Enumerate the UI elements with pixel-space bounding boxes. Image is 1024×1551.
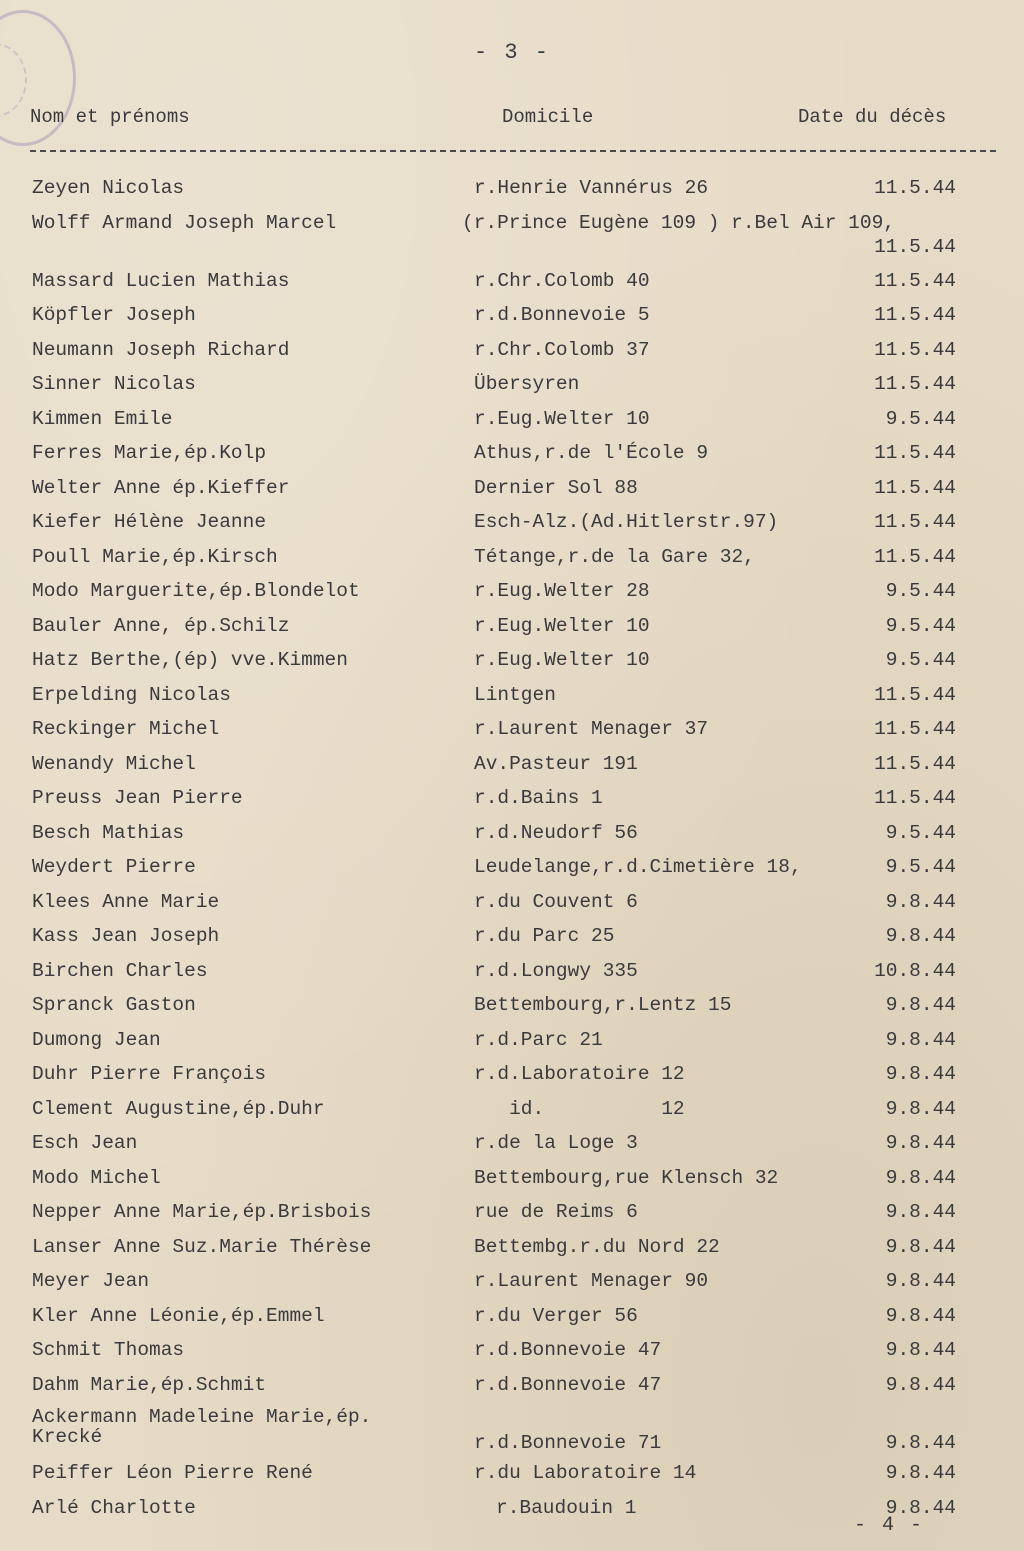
row-date: 9.8.44 bbox=[885, 1462, 956, 1484]
row-domicile: r.Eug.Welter 10 bbox=[474, 407, 650, 430]
row-name: Esch Jean bbox=[32, 1132, 138, 1154]
row-date: 9.5.44 bbox=[885, 614, 956, 637]
row-date: 11.5.44 bbox=[874, 683, 956, 706]
table-row bbox=[0, 338, 1024, 373]
row-domicile: r.d.Bonnevoie 47 bbox=[474, 1373, 662, 1396]
row-name: Besch Mathias bbox=[32, 821, 185, 844]
row-domicile: r.Chr.Colomb 40 bbox=[474, 269, 650, 292]
row-date: 9.8.44 bbox=[885, 1097, 956, 1120]
row-date: 11.5.44 bbox=[874, 511, 956, 533]
row-name: Kass Jean Joseph bbox=[32, 925, 220, 947]
row-name: Arlé Charlotte bbox=[32, 1496, 196, 1519]
row-name: Wenandy Michel bbox=[32, 752, 196, 775]
header-name: Nom et prénoms bbox=[30, 106, 190, 128]
row-name: Birchen Charles bbox=[32, 959, 208, 982]
row-name-line1: Ackermann Madeleine Marie,ép. bbox=[32, 1406, 372, 1428]
row-name: Poull Marie,ép.Kirsch bbox=[32, 545, 278, 568]
row-date: 9.8.44 bbox=[885, 1304, 956, 1327]
row-domicile: r.Chr.Colomb 37 bbox=[474, 338, 650, 361]
table-row bbox=[0, 1269, 1024, 1304]
table-row bbox=[0, 1200, 1024, 1235]
table-row bbox=[0, 211, 1024, 269]
row-date: 11.5.44 bbox=[874, 338, 956, 361]
row-domicile: r.Eug.Welter 10 bbox=[474, 614, 650, 637]
row-domicile: r.d.Bains 1 bbox=[474, 787, 603, 809]
table-row bbox=[0, 269, 1024, 304]
row-domicile: r.Eug.Welter 10 bbox=[474, 649, 650, 671]
row-domicile: Athus,r.de l'École 9 bbox=[474, 442, 709, 464]
row-name bbox=[32, 1407, 371, 1447]
table-row bbox=[0, 407, 1024, 442]
table-row bbox=[0, 1131, 1024, 1166]
row-name: Welter Anne ép.Kieffer bbox=[32, 476, 290, 499]
row-name: Dumong Jean bbox=[32, 1028, 161, 1051]
row-date: 11.5.44 bbox=[874, 718, 956, 740]
row-domicile: r.du Parc 25 bbox=[474, 925, 615, 947]
row-name: Kiefer Hélène Jeanne bbox=[32, 511, 267, 533]
table-row bbox=[0, 579, 1024, 614]
table-row bbox=[0, 1407, 1024, 1461]
table-header bbox=[30, 106, 984, 136]
table-row bbox=[0, 372, 1024, 407]
row-date: 9.8.44 bbox=[885, 1201, 956, 1223]
table-row bbox=[0, 1373, 1024, 1408]
row-name: Dahm Marie,ép.Schmit bbox=[32, 1373, 267, 1396]
row-date: 11.5.44 bbox=[874, 235, 956, 258]
row-name: Nepper Anne Marie,ép.Brisbois bbox=[32, 1201, 372, 1223]
table-row bbox=[0, 1028, 1024, 1063]
row-domicile: Esch-Alz.(Ad.Hitlerstr.97) bbox=[474, 511, 779, 533]
table-row bbox=[0, 683, 1024, 718]
table-row bbox=[0, 614, 1024, 649]
table-row bbox=[0, 855, 1024, 890]
table-row bbox=[0, 1304, 1024, 1339]
row-date: 11.5.44 bbox=[874, 177, 956, 199]
row-date: 11.5.44 bbox=[874, 442, 956, 464]
table-row bbox=[0, 545, 1024, 580]
row-name: Ferres Marie,ép.Kolp bbox=[32, 442, 267, 464]
row-name: Kler Anne Léonie,ép.Emmel bbox=[32, 1304, 325, 1327]
row-date: 9.5.44 bbox=[885, 856, 956, 878]
row-name: Hatz Berthe,(ép) vve.Kimmen bbox=[32, 649, 348, 671]
row-domicile: Bettembourg,rue Klensch 32 bbox=[474, 1166, 779, 1189]
row-date: 11.5.44 bbox=[874, 304, 956, 326]
row-name: Erpelding Nicolas bbox=[32, 683, 231, 706]
table-row bbox=[0, 1166, 1024, 1201]
row-domicile: Bettembg.r.du Nord 22 bbox=[474, 1235, 720, 1258]
table-row bbox=[0, 1235, 1024, 1270]
row-domicile: r.d.Laboratoire 12 bbox=[474, 1063, 685, 1085]
row-name-line2: Krecké bbox=[32, 1426, 103, 1448]
death-register-list bbox=[0, 176, 1024, 1530]
row-name: Zeyen Nicolas bbox=[32, 177, 185, 199]
row-domicile: Leudelange,r.d.Cimetière 18, bbox=[474, 856, 802, 878]
table-row bbox=[0, 648, 1024, 683]
header-domicile: Domicile bbox=[502, 106, 594, 128]
row-name: Meyer Jean bbox=[32, 1270, 150, 1292]
table-row bbox=[0, 786, 1024, 821]
table-row bbox=[0, 821, 1024, 856]
row-date: 11.5.44 bbox=[874, 373, 956, 395]
row-name: Sinner Nicolas bbox=[32, 373, 196, 395]
row-date: 11.5.44 bbox=[874, 752, 956, 775]
page-number: - 3 - bbox=[473, 40, 550, 65]
row-domicile: r.d.Neudorf 56 bbox=[474, 821, 638, 844]
row-domicile: Dernier Sol 88 bbox=[474, 476, 638, 499]
row-domicile: Übersyren bbox=[474, 373, 580, 395]
table-row bbox=[0, 924, 1024, 959]
row-date: 10.8.44 bbox=[874, 959, 956, 982]
table-row bbox=[0, 717, 1024, 752]
row-domicile: Bettembourg,r.Lentz 15 bbox=[474, 994, 732, 1016]
table-row bbox=[0, 959, 1024, 994]
row-name: Massard Lucien Mathias bbox=[32, 269, 290, 292]
row-domicile: r.d.Bonnevoie 5 bbox=[474, 304, 650, 326]
row-name: Spranck Gaston bbox=[32, 994, 196, 1016]
row-name: Clement Augustine,ép.Duhr bbox=[32, 1097, 325, 1120]
row-domicile: r.Eug.Welter 28 bbox=[474, 580, 650, 602]
row-name: Wolff Armand Joseph Marcel bbox=[32, 211, 337, 234]
row-date: 9.5.44 bbox=[885, 649, 956, 671]
row-domicile: (r.Prince Eugène 109 ) r.Bel Air 109, bbox=[462, 211, 895, 234]
row-domicile: r.d.Bonnevoie 71 bbox=[474, 1432, 662, 1454]
row-date: 11.5.44 bbox=[874, 476, 956, 499]
row-domicile: rue de Reims 6 bbox=[474, 1201, 638, 1223]
row-domicile: r.du Verger 56 bbox=[474, 1304, 638, 1327]
row-domicile: Lintgen bbox=[474, 683, 556, 706]
row-date: 11.5.44 bbox=[874, 787, 956, 809]
row-date: 9.8.44 bbox=[885, 1496, 956, 1519]
header-rule bbox=[30, 150, 996, 152]
row-date: 11.5.44 bbox=[874, 269, 956, 292]
row-date: 9.8.44 bbox=[885, 925, 956, 947]
row-name: Preuss Jean Pierre bbox=[32, 787, 243, 809]
row-name: Köpfler Joseph bbox=[32, 304, 196, 326]
row-domicile: r.Laurent Menager 37 bbox=[474, 718, 709, 740]
row-name: Bauler Anne, ép.Schilz bbox=[32, 614, 290, 637]
row-date: 9.5.44 bbox=[885, 407, 956, 430]
row-domicile: r.du Couvent 6 bbox=[474, 890, 638, 913]
table-row bbox=[0, 1062, 1024, 1097]
row-domicile: r.du Laboratoire 14 bbox=[474, 1462, 697, 1484]
row-name: Lanser Anne Suz.Marie Thérèse bbox=[32, 1235, 372, 1258]
row-name: Kimmen Emile bbox=[32, 407, 173, 430]
next-page-number: - 4 - bbox=[853, 1514, 924, 1537]
table-row bbox=[0, 303, 1024, 338]
row-domicile: Av.Pasteur 191 bbox=[474, 752, 638, 775]
row-date: 9.8.44 bbox=[885, 1166, 956, 1189]
table-row bbox=[0, 441, 1024, 476]
row-name: Reckinger Michel bbox=[32, 718, 220, 740]
row-date: 9.5.44 bbox=[885, 821, 956, 844]
row-date: 11.5.44 bbox=[874, 545, 956, 568]
row-date: 9.5.44 bbox=[885, 580, 956, 602]
row-name: Modo Marguerite,ép.Blondelot bbox=[32, 580, 360, 602]
row-domicile: r.d.Longwy 335 bbox=[474, 959, 638, 982]
table-row bbox=[0, 176, 1024, 211]
row-name: Duhr Pierre François bbox=[32, 1063, 267, 1085]
row-date: 9.8.44 bbox=[885, 1132, 956, 1154]
row-date: 9.8.44 bbox=[885, 890, 956, 913]
row-name: Modo Michel bbox=[32, 1166, 161, 1189]
table-row bbox=[0, 890, 1024, 925]
row-domicile: r.de la Loge 3 bbox=[474, 1132, 638, 1154]
row-name: Schmit Thomas bbox=[32, 1339, 185, 1361]
row-domicile: r.Henrie Vannérus 26 bbox=[474, 177, 709, 199]
row-name: Neumann Joseph Richard bbox=[32, 338, 290, 361]
row-domicile: id. 12 bbox=[474, 1097, 685, 1120]
row-name: Weydert Pierre bbox=[32, 856, 196, 878]
row-date: 9.8.44 bbox=[885, 1432, 956, 1454]
row-date: 9.8.44 bbox=[885, 1063, 956, 1085]
table-row bbox=[0, 1338, 1024, 1373]
row-date: 9.8.44 bbox=[885, 1373, 956, 1396]
row-name: Peiffer Léon Pierre René bbox=[32, 1462, 313, 1484]
row-date: 9.8.44 bbox=[885, 1028, 956, 1051]
row-domicile: r.d.Bonnevoie 47 bbox=[474, 1339, 662, 1361]
row-date: 9.8.44 bbox=[885, 994, 956, 1016]
table-row bbox=[0, 1097, 1024, 1132]
row-date: 9.8.44 bbox=[885, 1235, 956, 1258]
row-domicile: r.d.Parc 21 bbox=[474, 1028, 603, 1051]
header-date: Date du décès bbox=[798, 106, 947, 128]
row-name: Klees Anne Marie bbox=[32, 890, 220, 913]
table-row bbox=[0, 476, 1024, 511]
table-row bbox=[0, 510, 1024, 545]
table-row bbox=[0, 1461, 1024, 1496]
row-date: 9.8.44 bbox=[885, 1270, 956, 1292]
row-date: 9.8.44 bbox=[885, 1339, 956, 1361]
row-domicile: Tétange,r.de la Gare 32, bbox=[474, 545, 755, 568]
table-row bbox=[0, 993, 1024, 1028]
row-domicile: r.Baudouin 1 bbox=[496, 1496, 637, 1519]
row-domicile: r.Laurent Menager 90 bbox=[474, 1270, 709, 1292]
table-row bbox=[0, 752, 1024, 787]
